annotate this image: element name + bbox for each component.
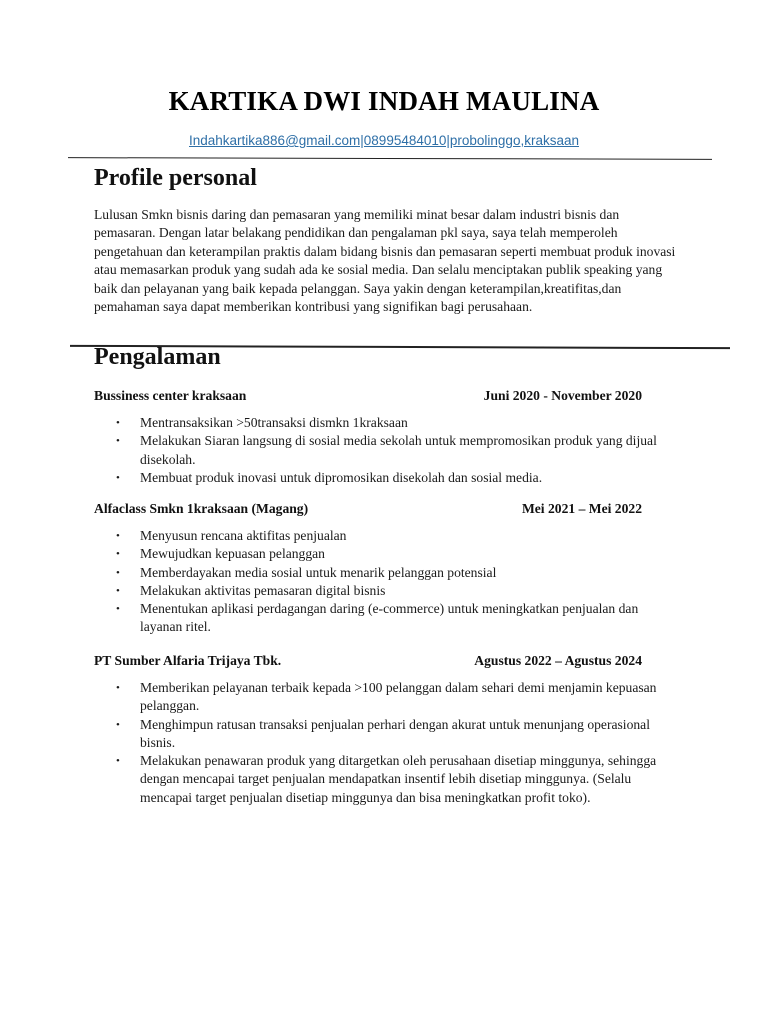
list-item: • Mewujudkan kepuasan pelanggan: [94, 545, 680, 563]
job-company: Alfaclass Smkn 1kraksaan (Magang): [94, 501, 309, 516]
list-item: • Menghimpun ratusan transaksi penjualan perhari dengan akurat untuk menunjang operasional bisnis.: [116, 716, 650, 750]
resume-name: KARTIKA DWI INDAH MAULINA: [168, 86, 600, 116]
bullet-icon: •: [116, 530, 120, 542]
contact-info-link[interactable]: Indahkartika886@gmail.com|08995484010|probolinggo,kraksaan: [189, 133, 579, 148]
list-item: • Menyusun rencana aktifitas penjualan: [94, 527, 680, 545]
job-entry-alfaclass: [94, 501, 642, 637]
job-header: [94, 501, 642, 519]
job-header: [94, 388, 642, 406]
bullet-icon: •: [116, 435, 120, 448]
bullet-icon: •: [116, 603, 120, 616]
list-item: • Memberdayakan media sosial untuk menarik pelanggan potensial: [94, 564, 680, 582]
bullet-icon: •: [116, 718, 120, 731]
bullet-icon: •: [116, 548, 120, 561]
job-duties-list: [94, 527, 642, 637]
list-item: • Melakukan Siaran langsung di sosial media sekolah untuk mempromosikan produk yang dijual disekolah.: [116, 433, 657, 467]
bullet-icon: •: [116, 417, 120, 429]
list-item: • Membuat produk inovasi untuk dipromosikan disekolah dan sosial media.: [94, 469, 680, 487]
bullet-icon: •: [116, 566, 120, 579]
job-company: Bussiness center kraksaan: [94, 388, 247, 403]
job-period: Agustus 2022 – Agustus 2024: [474, 653, 642, 668]
bullet-icon: •: [116, 584, 120, 597]
list-item: • Mentransaksikan >50transaksi dismkn 1kraksaan: [94, 414, 680, 432]
bullet-icon: •: [116, 755, 120, 768]
job-entry-alfaria: [94, 653, 657, 807]
section-title-profile: Profile personal: [94, 165, 257, 191]
job-period: Mei 2021 – Mei 2022: [521, 501, 642, 516]
job-duties-list: [94, 679, 657, 807]
list-item: • Melakukan penawaran produk yang ditargetkan oleh perusahaan disetiap minggunya, sehingga dengan mencapai target penjualan mendapatkan insentif lebih disetiap minggunya. (Selalu mencapai target penjualan disetiap minggunya dan bisa meningkatkan profit toko).: [116, 753, 657, 805]
job-company: PT Sumber Alfaria Trijaya Tbk.: [94, 653, 282, 668]
list-item: • Memberikan pelayanan terbaik kepada >100 pelanggan dalam sehari demi menjamin kepuasan pelanggan.: [116, 680, 657, 714]
job-header: [94, 653, 642, 671]
job-duties-list: [94, 414, 657, 487]
job-entry-business-center: [94, 388, 657, 487]
bullet-icon: •: [116, 471, 120, 484]
list-item: • Menentukan aplikasi perdagangan daring (e-commerce) untuk meningkatkan penjualan dan layanan ritel.: [116, 601, 639, 635]
profile-paragraph: Lulusan Smkn bisnis daring dan pemasaran yang memiliki minat besar dalam industri bisnis dan pemasaran. Dengan latar belakang pendidikan dan pengalaman pkl saya, saya telah memperoleh pengetahuan dan keterampilan praktis dalam bidang bisnis dan pemasaran seperti membuat produk inovasi atau memasarkan produk yang sudah ada ke sosial media. Dan selalu menciptakan publik speaking yang baik dan pelayanan yang baik kepada pelanggan. Saya yakin dengan keterampilan,kreatifitas,dan pemahaman saya dapat memberikan kontribusi yang signifikan bagi perusahaan.: [94, 207, 676, 315]
section-title-experience: Pengalaman: [94, 344, 221, 370]
bullet-icon: •: [116, 682, 120, 694]
job-period: Juni 2020 - November 2020: [483, 388, 642, 403]
list-item: • Melakukan aktivitas pemasaran digital bisnis: [94, 582, 680, 600]
header-divider: [68, 157, 712, 160]
